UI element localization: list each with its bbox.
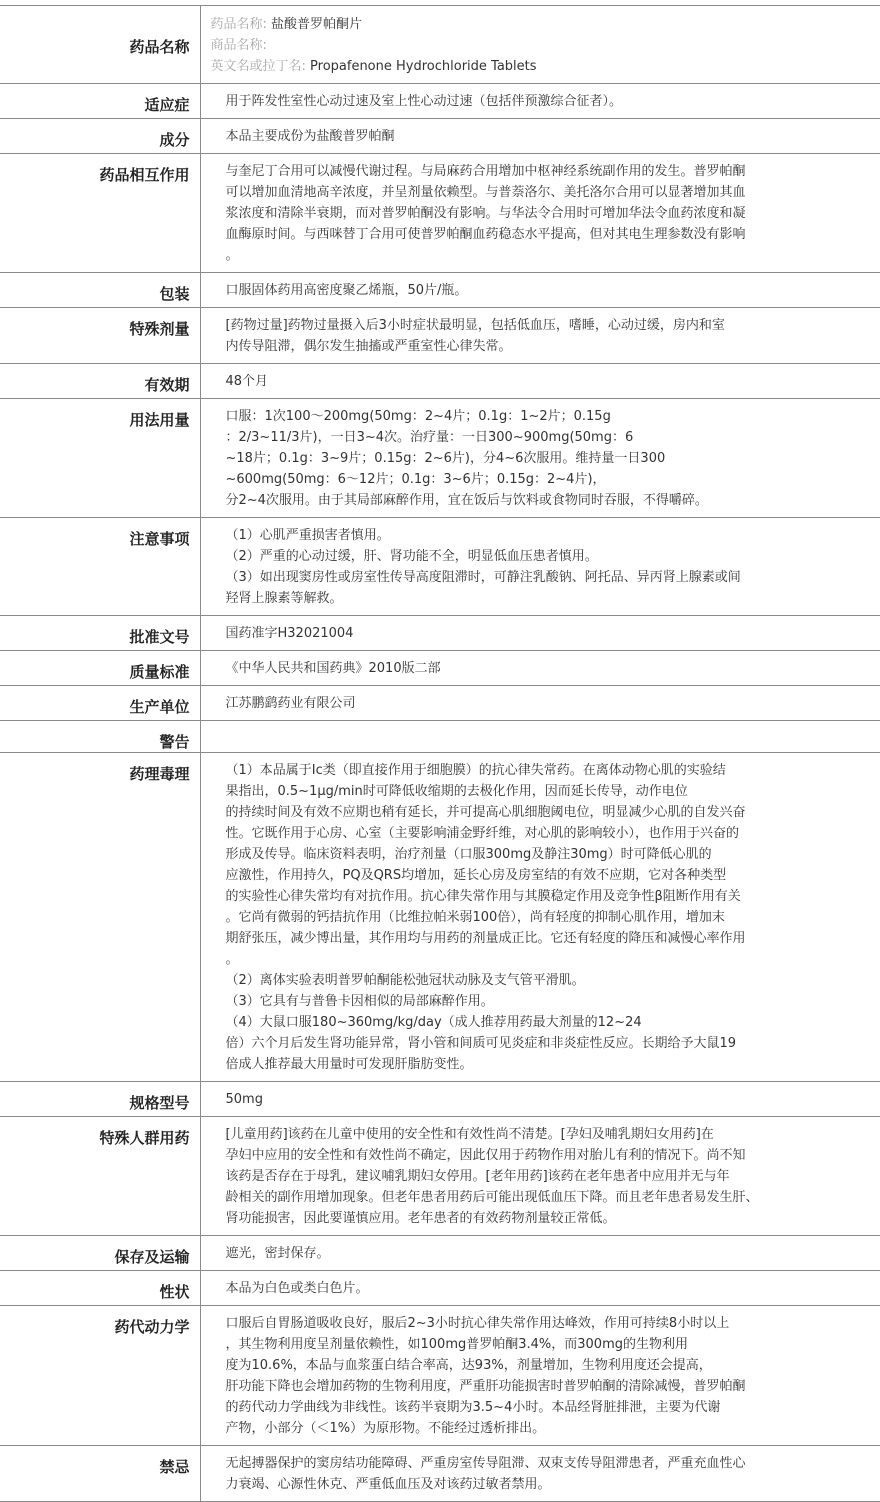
row-value: [200, 721, 880, 753]
row-value: 无起搏器保护的窦房结功能障碍、严重房室传导阻滞、双束支传导阻滞患者，严重充血性心 力衰竭、心源性休克、严重低血压及对该药过敏者禁用。: [200, 1446, 880, 1502]
row-label: 药品名称: [0, 6, 200, 84]
row-label: 适应症: [0, 84, 200, 119]
row-value: 口服：1次100～200mg(50mg：2~4片；0.1g：1~2片；0.15g ：2/3~11/3片)，一日3~4次。治疗量：一日300~900mg(50mg：6 ~18片；0.1g：3~9片；0.15g：2~6片)，分4~6次服用。维持量一日300 ~600mg(50mg：6～12片；0.1g：3~6片；0.15g：2~4片)， 分2~4次服用。由于其局部麻醉作用，宜在饭后与饮料或食物同时吞服，不得嚼碎。: [200, 399, 880, 518]
drug-spec-sheet: [0, 5, 880, 1502]
generic-name-value: 盐酸普罗帕酮片: [271, 17, 362, 32]
row-shelf-life: [0, 364, 880, 399]
drug-spec-table: [0, 5, 880, 1502]
row-label: 注意事项: [0, 518, 200, 616]
row-dosage: [0, 399, 880, 518]
row-warning: [0, 721, 880, 753]
row-value: [儿童用药]该药在儿童中使用的安全性和有效性尚不清楚。[孕妇及哺乳期妇女用药]在 孕妇中应用的安全性和有效性尚不确定，因此仅用于药物作用对胎儿有利的情况下。尚不知 该药是否存在于母乳，建议哺乳期妇女停用。[老年用药]该药在老年患者中应用并无与年 龄相关的副作用增加现象。但老年患者用药后可能出现低血压下降。而且老年患者易发生肝、 肾功能损害，因此要谨慎应用。老年患者的有效药物剂量较正常低。: [200, 1117, 880, 1236]
english-name-label: 英文名或拉丁名:: [211, 59, 306, 74]
row-value: 江苏鹏鹞药业有限公司: [200, 686, 880, 721]
row-label: 有效期: [0, 364, 200, 399]
row-value: 用于阵发性室性心动过速及室上性心动过速（包括伴预激综合征者）。: [200, 84, 880, 119]
row-ingredients: [0, 119, 880, 154]
row-contraindications: [0, 1446, 880, 1502]
row-label: 特殊人群用药: [0, 1117, 200, 1236]
row-label: 质量标准: [0, 651, 200, 686]
row-value: 48个月: [200, 364, 880, 399]
row-value: 国药准字H32021004: [200, 616, 880, 651]
row-value: 遮光，密封保存。: [200, 1236, 880, 1271]
row-manufacturer: [0, 686, 880, 721]
row-label: 批准文号: [0, 616, 200, 651]
row-precautions: [0, 518, 880, 616]
row-label: 保存及运输: [0, 1236, 200, 1271]
row-label: 规格型号: [0, 1082, 200, 1117]
row-pharmacokinetics: [0, 1306, 880, 1446]
row-drug-name: [0, 6, 880, 84]
generic-name-line: [211, 14, 871, 35]
row-value: （1）本品属于Ic类（即直接作用于细胞膜）的抗心律失常药。在离体动物心肌的实验结 果指出，0.5~1μg/min时可降低收缩期的去极化作用，因而延长传导，动作电位 的持续时间及有效不应期也稍有延长，并可提高心肌细胞阈电位，明显减少心肌的自发兴奋 性。它既作用于心房、心室（主要影响浦金野纤维，对心肌的影响较小），也作用于兴奋的 形成及传导。临床资料表明，治疗剂量（口服300mg及静注30mg）时可降低心肌的 应激性，作用持久，PQ及QRS均增加，延长心房及房室结的有效不应期，它对各种类型 的实验性心律失常均有对抗作用。抗心律失常作用与其膜稳定作用及竞争性β阻断作用有关 。它尚有微弱的钙拮抗作用（比维拉帕米弱100倍），尚有轻度的抑制心肌作用，增加末 期舒张压，减少博出量，其作用均与用药的剂量成正比。它还有轻度的降压和减慢心率作用 。 （2）离体实验表明普罗帕酮能松弛冠状动脉及支气管平滑肌。 （3）它具有与普鲁卡因相似的局部麻醉作用。 （4）大鼠口服180~360mg/kg/day（成人推荐用药最大剂量的12~24 倍）六个月后发生肾功能异常，肾小管和间质可见炎症和非炎症性反应。长期给予大鼠19 倍成人推荐最大用量时可发现肝脂肪变性。: [200, 753, 880, 1082]
row-value: [药物过量]药物过量摄入后3小时症状最明显，包括低血压，嗜睡，心动过缓，房内和室 内传导阻滞，偶尔发生抽搐或严重室性心律失常。: [200, 308, 880, 364]
row-label: 性状: [0, 1271, 200, 1306]
row-label: 包装: [0, 273, 200, 308]
row-overdose: [0, 308, 880, 364]
row-pharmacology: [0, 753, 880, 1082]
row-label: 药品相互作用: [0, 154, 200, 273]
trade-name-label: 商品名称:: [211, 38, 267, 53]
row-interactions: [0, 154, 880, 273]
row-label: 禁忌: [0, 1446, 200, 1502]
row-value: 口服固体药用高密度聚乙烯瓶，50片/瓶。: [200, 273, 880, 308]
row-value: 本品为白色或类白色片。: [200, 1271, 880, 1306]
row-label: 特殊剂量: [0, 308, 200, 364]
row-approval-number: [0, 616, 880, 651]
row-description: [0, 1271, 880, 1306]
row-label: 用法用量: [0, 399, 200, 518]
row-label: 成分: [0, 119, 200, 154]
trade-name-line: [211, 35, 871, 56]
drug-name-block: [201, 6, 880, 83]
row-value: 与奎尼丁合用可以减慢代谢过程。与局麻药合用增加中枢神经系统副作用的发生。普罗帕酮 可以增加血清地高辛浓度，并呈剂量依赖型。与普萘洛尔、美托洛尔合用可以显著增加其血 浆浓度和清除半衰期，而对普罗帕酮没有影响。与华法令合用时可增加华法令血药浓度和凝 血酶原时间。与西咪替丁合用可使普罗帕酮血药稳态水平提高，但对其电生理参数没有影响 。: [200, 154, 880, 273]
row-specification: [0, 1082, 880, 1117]
row-value: 《中华人民共和国药典》2010版二部: [200, 651, 880, 686]
row-package: [0, 273, 880, 308]
row-value: （1）心肌严重损害者慎用。 （2）严重的心动过缓，肝、肾功能不全，明显低血压患者慎用。 （3）如出现窦房性或房室性传导高度阻滞时，可静注乳酸钠、阿托品、异丙肾上腺素或间 羟肾上腺素等解救。: [200, 518, 880, 616]
english-name-value: Propafenone Hydrochloride Tablets: [310, 59, 537, 74]
row-value: [200, 6, 880, 84]
row-indications: [0, 84, 880, 119]
generic-name-label: 药品名称:: [211, 17, 267, 32]
row-value: 口服后自胃肠道吸收良好，服后2~3小时抗心律失常作用达峰效，作用可持续8小时以上 ，其生物利用度呈剂量依赖性，如100mg普罗帕酮3.4%，而300mg的生物利用 度为10.6%，本品与血浆蛋白结合率高，达93%，剂量增加，生物利用度还会提高， 肝功能下降也会增加药物的生物利用度，严重肝功能损害时普罗帕酮的清除减慢，普罗帕酮 的药代动力学曲线为非线性。该药半衰期为3.5~4小时。本品经肾脏排泄，主要为代谢 产物，小部分（＜1%）为原形物。不能经过透析排出。: [200, 1306, 880, 1446]
row-value: 本品主要成份为盐酸普罗帕酮: [200, 119, 880, 154]
row-label: 生产单位: [0, 686, 200, 721]
row-quality-standard: [0, 651, 880, 686]
row-value: 50mg: [200, 1082, 880, 1117]
row-special-populations: [0, 1117, 880, 1236]
row-storage: [0, 1236, 880, 1271]
row-label: 药代动力学: [0, 1306, 200, 1446]
english-name-line: [211, 56, 871, 77]
row-label: 药理毒理: [0, 753, 200, 1082]
row-label: 警告: [0, 721, 200, 753]
